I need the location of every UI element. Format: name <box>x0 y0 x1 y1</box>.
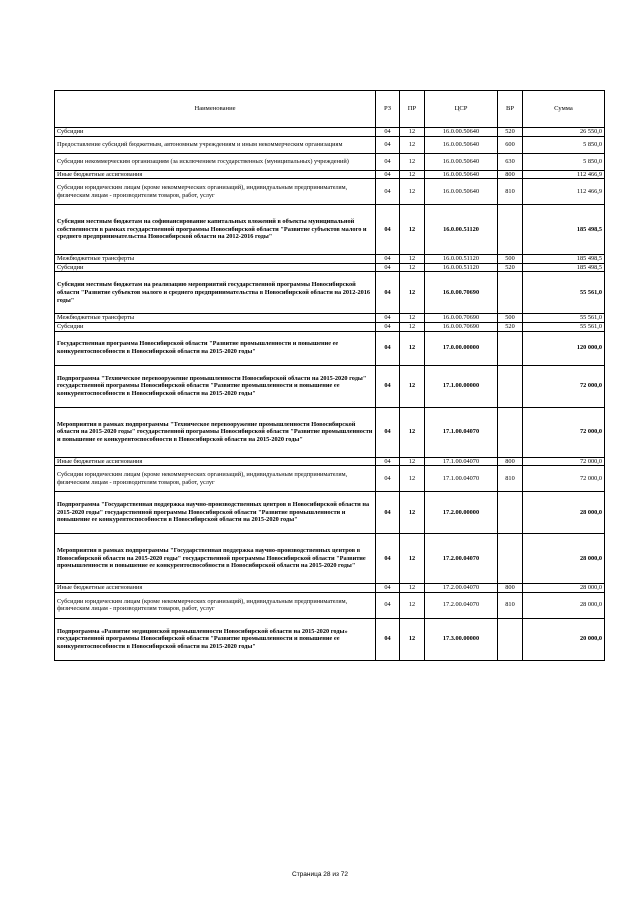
cell-rz: 04 <box>376 179 400 205</box>
cell-vr: 810 <box>498 592 523 618</box>
cell-vr <box>498 492 523 534</box>
cell-name: Мероприятия в рамках подпрограммы "Техническое перевооружение промышленности Новосибирской области на 2015-2020 годы" государственной программы Новосибирской области "Развитие промышленности и повышение ее конкурентоспособности в Новосибирской области на 2015-2020 годы" <box>55 407 376 457</box>
table-row <box>55 618 605 660</box>
cell-name: Подпрограмма "Государственная поддержка научно-производственных центров в Новосибирской области на 2015-2020 годы" государственной программы Новосибирской области "Развитие промышленности и повышение ее конкурентоспособности в Новосибирской области на 2015-2020 годы" <box>55 492 376 534</box>
cell-vr <box>498 407 523 457</box>
cell-vr: 600 <box>498 136 523 153</box>
table-row <box>55 179 605 205</box>
table-row <box>55 322 605 331</box>
cell-rz: 04 <box>376 457 400 466</box>
cell-rz: 04 <box>376 136 400 153</box>
cell-sum: 72 000,0 <box>523 365 605 407</box>
cell-rz: 04 <box>376 618 400 660</box>
cell-pr: 12 <box>400 205 425 255</box>
cell-rz: 04 <box>376 255 400 264</box>
cell-csr: 17.2.00.04070 <box>425 584 498 593</box>
cell-rz: 04 <box>376 314 400 323</box>
cell-sum: 112 466,9 <box>523 179 605 205</box>
page-number: Страница 28 из 72 <box>292 871 348 878</box>
cell-sum: 55 561,0 <box>523 314 605 323</box>
cell-name: Подпрограмма «Развитие медицинской промышленности Новосибирской области на 2015-2020 годы» государственной программы Новосибирской области "Развитие промышленности и повышение ее конкурентоспособности в Новосибирской области на 2015-2020 годы" <box>55 618 376 660</box>
cell-pr: 12 <box>400 492 425 534</box>
cell-vr: 500 <box>498 255 523 264</box>
cell-name: Субсидии <box>55 263 376 272</box>
table-row <box>55 592 605 618</box>
table-row <box>55 466 605 492</box>
cell-name: Субсидии некоммерческим организациям (за исключением государственных (муниципальных) учреждений) <box>55 153 376 170</box>
cell-rz: 04 <box>376 492 400 534</box>
table-row <box>55 534 605 584</box>
cell-sum: 55 561,0 <box>523 272 605 314</box>
table-row <box>55 170 605 179</box>
cell-name: Субсидии юридическим лицам (кроме некоммерческих организаций), индивидуальным предпринимателям, физическим лицам - производителям товаров, работ, услуг <box>55 466 376 492</box>
header-pr: ПР <box>400 91 425 128</box>
table-row <box>55 136 605 153</box>
cell-vr <box>498 365 523 407</box>
cell-name: Субсидии <box>55 322 376 331</box>
cell-sum: 72 000,0 <box>523 457 605 466</box>
cell-vr: 800 <box>498 457 523 466</box>
cell-name: Мероприятия в рамках подпрограммы "Государственная поддержка научно-производственных центров в Новосибирской области на 2015-2020 годы" государственной программы Новосибирской области "Развитие промышленности и повышение ее конкурентоспособности в Новосибирской области на 2015-2020 годы" <box>55 534 376 584</box>
cell-pr: 12 <box>400 314 425 323</box>
cell-sum: 55 561,0 <box>523 322 605 331</box>
budget-table <box>54 90 605 661</box>
header-name: Наименование <box>55 91 376 128</box>
cell-name: Субсидии <box>55 128 376 137</box>
table-row <box>55 314 605 323</box>
cell-sum: 28 000,0 <box>523 584 605 593</box>
table-row <box>55 255 605 264</box>
cell-name: Иные бюджетные ассигнования <box>55 170 376 179</box>
cell-sum: 112 466,9 <box>523 170 605 179</box>
table-row <box>55 365 605 407</box>
cell-vr <box>498 618 523 660</box>
cell-name: Межбюджетные трансферты <box>55 255 376 264</box>
cell-sum: 28 000,0 <box>523 592 605 618</box>
cell-sum: 185 498,5 <box>523 205 605 255</box>
cell-pr: 12 <box>400 170 425 179</box>
cell-vr: 520 <box>498 263 523 272</box>
cell-csr: 16.0.00.51120 <box>425 263 498 272</box>
cell-pr: 12 <box>400 331 425 365</box>
cell-csr: 16.0.00.51120 <box>425 205 498 255</box>
cell-pr: 12 <box>400 322 425 331</box>
cell-sum: 28 000,0 <box>523 492 605 534</box>
cell-rz: 04 <box>376 170 400 179</box>
cell-pr: 12 <box>400 263 425 272</box>
cell-name: Иные бюджетные ассигнования <box>55 584 376 593</box>
cell-rz: 04 <box>376 322 400 331</box>
cell-sum: 120 000,0 <box>523 331 605 365</box>
cell-csr: 16.0.00.50640 <box>425 153 498 170</box>
table-row <box>55 407 605 457</box>
cell-rz: 04 <box>376 534 400 584</box>
table-row <box>55 153 605 170</box>
table-row <box>55 457 605 466</box>
cell-rz: 04 <box>376 466 400 492</box>
cell-sum: 5 850,0 <box>523 136 605 153</box>
cell-rz: 04 <box>376 205 400 255</box>
cell-name: Субсидии местным бюджетам на реализацию мероприятий государственной программы Новосибирской области "Развитие субъектов малого и среднего предпринимательства в Новосибирской области на 2012-2016 годы" <box>55 272 376 314</box>
cell-sum: 72 000,0 <box>523 407 605 457</box>
cell-name: Предоставление субсидий бюджетным, автономным учреждениям и иным некоммерческим организациям <box>55 136 376 153</box>
cell-name: Подпрограмма "Техническое перевооружение промышленности Новосибирской области на 2015-2020 годы" государственной программы Новосибирской области "Развитие промышленности и повышение ее конкурентоспособности в Новосибирской области на 2015-2020 годы" <box>55 365 376 407</box>
cell-pr: 12 <box>400 407 425 457</box>
cell-name: Иные бюджетные ассигнования <box>55 457 376 466</box>
table-row <box>55 584 605 593</box>
cell-csr: 16.0.00.70690 <box>425 272 498 314</box>
cell-csr: 17.2.00.04070 <box>425 592 498 618</box>
cell-rz: 04 <box>376 592 400 618</box>
budget-sheet <box>54 90 604 661</box>
cell-csr: 16.0.00.50640 <box>425 136 498 153</box>
table-row <box>55 331 605 365</box>
cell-vr: 800 <box>498 170 523 179</box>
cell-name: Межбюджетные трансферты <box>55 314 376 323</box>
table-row <box>55 205 605 255</box>
cell-csr: 16.0.00.50640 <box>425 170 498 179</box>
cell-pr: 12 <box>400 466 425 492</box>
table-row <box>55 492 605 534</box>
cell-rz: 04 <box>376 365 400 407</box>
cell-sum: 185 498,5 <box>523 255 605 264</box>
cell-csr: 16.0.00.50640 <box>425 179 498 205</box>
cell-name: Государственная программа Новосибирской области "Развитие промышленности и повышение ее конкурентоспособности в Новосибирской области на 2015-2020 годы" <box>55 331 376 365</box>
cell-pr: 12 <box>400 584 425 593</box>
cell-csr: 17.0.00.00000 <box>425 331 498 365</box>
cell-pr: 12 <box>400 534 425 584</box>
cell-vr: 800 <box>498 584 523 593</box>
cell-vr <box>498 272 523 314</box>
cell-pr: 12 <box>400 153 425 170</box>
cell-rz: 04 <box>376 128 400 137</box>
cell-csr: 16.0.00.70690 <box>425 322 498 331</box>
cell-sum: 20 000,0 <box>523 618 605 660</box>
cell-vr <box>498 331 523 365</box>
cell-vr <box>498 205 523 255</box>
cell-pr: 12 <box>400 457 425 466</box>
cell-rz: 04 <box>376 407 400 457</box>
cell-pr: 12 <box>400 365 425 407</box>
header-vr: ВР <box>498 91 523 128</box>
cell-vr: 630 <box>498 153 523 170</box>
cell-vr: 810 <box>498 179 523 205</box>
cell-vr: 810 <box>498 466 523 492</box>
cell-pr: 12 <box>400 255 425 264</box>
header-csr: ЦСР <box>425 91 498 128</box>
cell-csr: 16.0.00.70690 <box>425 314 498 323</box>
table-body <box>55 128 605 661</box>
header-row <box>55 91 605 128</box>
cell-csr: 17.1.00.04070 <box>425 457 498 466</box>
cell-csr: 17.1.00.00000 <box>425 365 498 407</box>
cell-pr: 12 <box>400 179 425 205</box>
cell-rz: 04 <box>376 272 400 314</box>
cell-vr: 520 <box>498 322 523 331</box>
cell-name: Субсидии юридическим лицам (кроме некоммерческих организаций), индивидуальным предпринимателям, физическим лицам - производителям товаров, работ, услуг <box>55 179 376 205</box>
table-row <box>55 272 605 314</box>
cell-vr: 500 <box>498 314 523 323</box>
cell-name: Субсидии юридическим лицам (кроме некоммерческих организаций), индивидуальным предпринимателям, физическим лицам - производителям товаров, работ, услуг <box>55 592 376 618</box>
cell-pr: 12 <box>400 272 425 314</box>
cell-rz: 04 <box>376 153 400 170</box>
cell-csr: 17.1.00.04070 <box>425 407 498 457</box>
cell-csr: 16.0.00.51120 <box>425 255 498 264</box>
cell-sum: 5 850,0 <box>523 153 605 170</box>
cell-csr: 17.3.00.00000 <box>425 618 498 660</box>
cell-sum: 72 000,0 <box>523 466 605 492</box>
cell-vr <box>498 534 523 584</box>
cell-pr: 12 <box>400 136 425 153</box>
cell-pr: 12 <box>400 618 425 660</box>
cell-rz: 04 <box>376 263 400 272</box>
header-sum: Сумма <box>523 91 605 128</box>
cell-csr: 17.2.00.04070 <box>425 534 498 584</box>
table-row <box>55 263 605 272</box>
cell-name: Субсидии местным бюджетам на софинансирование капитальных вложений в объекты муниципальной собственности в рамках государственной программы Новосибирской области "Развитие субъектов малого и среднего предпринимательства Новосибирской области на 2012-2016 годы" <box>55 205 376 255</box>
cell-pr: 12 <box>400 128 425 137</box>
cell-vr: 520 <box>498 128 523 137</box>
table-row <box>55 128 605 137</box>
cell-pr: 12 <box>400 592 425 618</box>
cell-csr: 16.0.00.50640 <box>425 128 498 137</box>
cell-sum: 26 550,0 <box>523 128 605 137</box>
cell-csr: 17.2.00.00000 <box>425 492 498 534</box>
cell-rz: 04 <box>376 584 400 593</box>
header-rz: РЗ <box>376 91 400 128</box>
cell-sum: 28 000,0 <box>523 534 605 584</box>
cell-rz: 04 <box>376 331 400 365</box>
cell-csr: 17.1.00.04070 <box>425 466 498 492</box>
cell-sum: 185 498,5 <box>523 263 605 272</box>
